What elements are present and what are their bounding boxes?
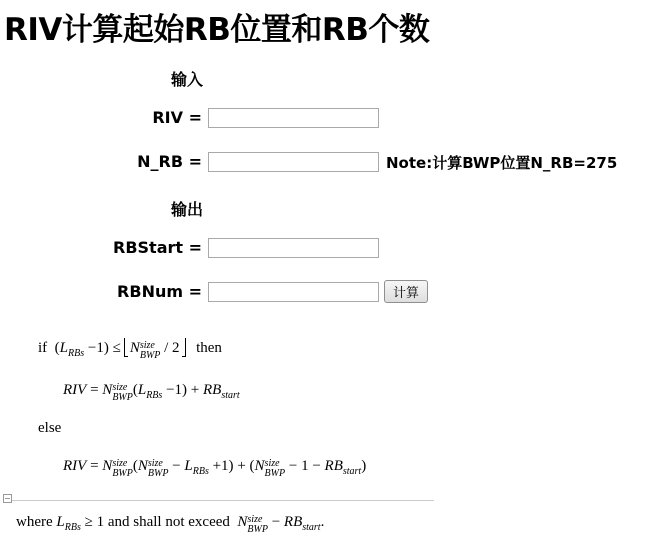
riv-label: RIV = — [152, 108, 202, 127]
nrb-note: Note:计算BWP位置N_RB=275 — [386, 154, 618, 172]
formula-if-line: if $(L_{RBs} -1) \le N$ size BWP / 2 then — [38, 340, 222, 361]
nrb-label: N_RB = — [137, 152, 202, 171]
formula-riv-case1: RIV = N size BWP $(L_{RBs} -1) + RB_{start}$ — [63, 382, 240, 403]
riv-input[interactable] — [208, 108, 379, 128]
else-keyword: else — [38, 420, 62, 436]
rbstart-label: RBStart = — [113, 238, 202, 257]
divider — [12, 500, 434, 501]
rbnum-label: RBNum = — [117, 282, 202, 301]
if-keyword: if — [38, 340, 48, 356]
page-title: RIV计算起始RB位置和RB个数 — [4, 12, 430, 48]
floor-left — [124, 338, 128, 357]
where-keyword: where — [16, 514, 53, 530]
rbstart-input[interactable] — [208, 238, 379, 258]
section-anchor-icon[interactable] — [3, 494, 12, 503]
output-heading: 输出 — [171, 200, 204, 219]
formula-where-line: where $L_{RBs} \ge 1$ and shall not exceed N size BWP − $RB_{start}$. — [16, 514, 325, 535]
then-keyword: then — [196, 340, 222, 356]
input-heading: 输入 — [171, 70, 204, 89]
rbnum-input[interactable] — [208, 282, 379, 302]
formula-riv-case2: RIV = N size BWP (N size BWP − $L_{RBs} +1) + (N$ size BWP − $1 - RB_{start}$) — [63, 458, 367, 479]
calculate-button[interactable]: 计算 — [384, 280, 428, 303]
nrb-input[interactable] — [208, 152, 379, 172]
floor-right — [182, 338, 186, 357]
